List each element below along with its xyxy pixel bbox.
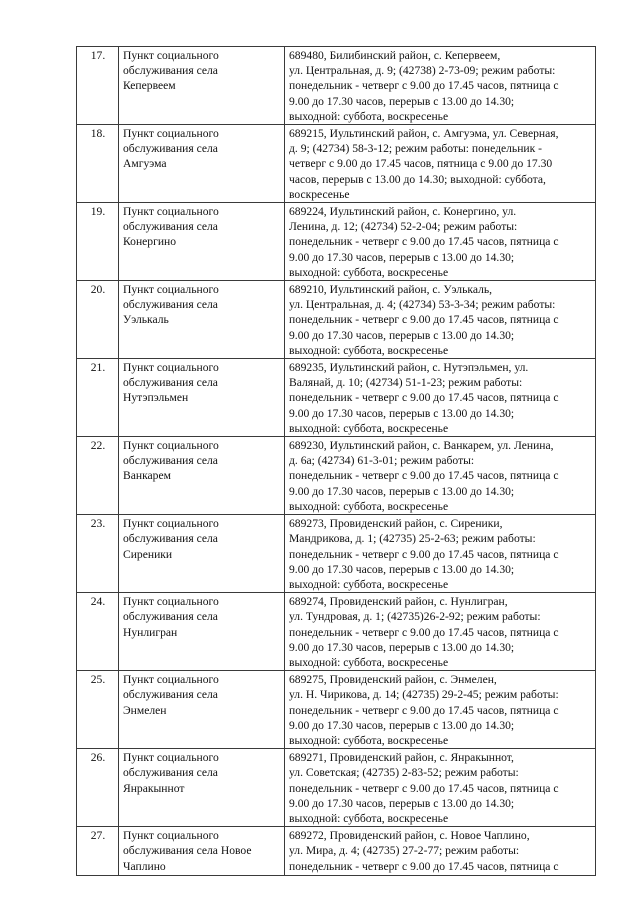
- table-row: [77, 125, 596, 203]
- address-line: понедельник - четверг с 9.00 до 17.45 часов, пятница с: [289, 235, 559, 249]
- address-line: 689210, Иультинский район, с. Уэлькаль,: [289, 283, 493, 297]
- service-point-name: [119, 515, 285, 593]
- address-line: 9.00 до 17.30 часов, перерыв с 13.00 до 14.30;: [289, 328, 515, 342]
- name-line: обслуживания села: [123, 142, 218, 156]
- address-and-hours: [285, 125, 596, 203]
- table-row: [77, 359, 596, 437]
- name-line: Сиреники: [123, 547, 173, 561]
- name-line: Кепервеем: [123, 79, 176, 93]
- address-line: понедельник - четверг с 9.00 до 17.45 часов, пятница с: [289, 469, 559, 483]
- address-and-hours: [285, 47, 596, 125]
- row-number: 18.: [77, 125, 119, 203]
- address-line: понедельник - четверг с 9.00 до 17.45 часов, пятница с: [289, 313, 559, 327]
- address-line: 9.00 до 17.30 часов, перерыв с 13.00 до 14.30;: [289, 796, 515, 810]
- address-and-hours: [285, 749, 596, 827]
- table-row: [77, 203, 596, 281]
- name-line: Ванкарем: [123, 469, 171, 483]
- address-line: ул. Мира, д. 4; (42735) 27-2-77; режим работы:: [289, 844, 520, 858]
- address-and-hours: [285, 203, 596, 281]
- address-and-hours: [285, 515, 596, 593]
- address-line: четверг с 9.00 до 17.45 часов, пятница с 9.00 до 17.30: [289, 157, 553, 171]
- address-line: 689275, Провиденский район, с. Энмелен,: [289, 673, 497, 687]
- social-service-points-table: [76, 46, 596, 876]
- name-line: Пункт социального: [123, 205, 219, 219]
- address-and-hours: [285, 359, 596, 437]
- table-row: [77, 515, 596, 593]
- name-line: обслуживания села: [123, 220, 218, 234]
- table-body: [77, 47, 596, 876]
- name-line: Янракыннот: [123, 781, 185, 795]
- name-line: Энмелен: [123, 703, 167, 717]
- row-number: 26.: [77, 749, 119, 827]
- row-number: 20.: [77, 281, 119, 359]
- address-line: д. 6а; (42734) 61-3-01; режим работы:: [289, 454, 475, 468]
- address-line: выходной: суббота, воскресенье: [289, 577, 449, 591]
- address-line: выходной: суббота, воскресенье: [289, 421, 449, 435]
- address-line: выходной: суббота, воскресенье: [289, 655, 449, 669]
- address-line: Валянай, д. 10; (42734) 51-1-23; режим работы:: [289, 376, 523, 390]
- service-point-name: [119, 749, 285, 827]
- address-line: понедельник - четверг с 9.00 до 17.45 часов, пятница с: [289, 703, 559, 717]
- name-line: Пункт социального: [123, 595, 219, 609]
- service-point-name: [119, 125, 285, 203]
- service-point-name: [119, 203, 285, 281]
- address-line: 689235, Иультинский район, с. Нутэпэльмен, ул.: [289, 361, 529, 375]
- address-line: 689271, Провиденский район, с. Янракыннот,: [289, 751, 514, 765]
- address-line: 9.00 до 17.30 часов, перерыв с 13.00 до 14.30;: [289, 406, 515, 420]
- name-line: Пункт социального: [123, 127, 219, 141]
- name-line: обслуживания села: [123, 376, 218, 390]
- name-line: Пункт социального: [123, 829, 219, 843]
- address-line: понедельник - четверг с 9.00 до 17.45 часов, пятница с: [289, 781, 559, 795]
- address-line: 689272, Провиденский район, с. Новое Чаплино,: [289, 829, 530, 843]
- row-number: 27.: [77, 827, 119, 876]
- name-line: обслуживания села Новое: [123, 844, 252, 858]
- address-line: понедельник - четверг с 9.00 до 17.45 часов, пятница с: [289, 391, 559, 405]
- name-line: Нунлигран: [123, 625, 178, 639]
- address-line: 9.00 до 17.30 часов, перерыв с 13.00 до 14.30;: [289, 718, 515, 732]
- row-number: 17.: [77, 47, 119, 125]
- row-number: 25.: [77, 671, 119, 749]
- address-line: 9.00 до 17.30 часов, перерыв с 13.00 до 14.30;: [289, 484, 515, 498]
- address-line: выходной: суббота, воскресенье: [289, 499, 449, 513]
- service-point-name: [119, 827, 285, 876]
- name-line: обслуживания села: [123, 454, 218, 468]
- name-line: обслуживания села: [123, 64, 218, 78]
- address-and-hours: [285, 281, 596, 359]
- name-line: Уэлькаль: [123, 313, 169, 327]
- table-row: [77, 671, 596, 749]
- address-line: выходной: суббота, воскресенье: [289, 811, 449, 825]
- address-line: 9.00 до 17.30 часов, перерыв с 13.00 до 14.30;: [289, 640, 515, 654]
- table-row: [77, 827, 596, 876]
- name-line: обслуживания села: [123, 766, 218, 780]
- service-point-name: [119, 437, 285, 515]
- name-line: Пункт социального: [123, 283, 219, 297]
- address-line: 9.00 до 17.30 часов, перерыв с 13.00 до 14.30;: [289, 94, 515, 108]
- address-line: ул. Тундровая, д. 1; (42735)26-2-92; режим работы:: [289, 610, 541, 624]
- address-line: часов, перерыв с 13.00 до 14.30; выходной: суббота,: [289, 172, 546, 186]
- address-line: понедельник - четверг с 9.00 до 17.45 часов, пятница с: [289, 547, 559, 561]
- row-number: 19.: [77, 203, 119, 281]
- name-line: Амгуэма: [123, 157, 167, 171]
- service-point-name: [119, 281, 285, 359]
- name-line: обслуживания села: [123, 298, 218, 312]
- address-line: выходной: суббота, воскресенье: [289, 109, 449, 123]
- address-line: 689480, Билибинский район, с. Кепервеем,: [289, 49, 501, 62]
- name-line: Конергино: [123, 235, 177, 249]
- address-and-hours: [285, 827, 596, 876]
- service-point-name: [119, 47, 285, 125]
- table-row: [77, 749, 596, 827]
- row-number: 22.: [77, 437, 119, 515]
- address-line: Ленина, д. 12; (42734) 52-2-04; режим работы:: [289, 220, 518, 234]
- address-line: 9.00 до 17.30 часов, перерыв с 13.00 до 14.30;: [289, 562, 515, 576]
- name-line: Пункт социального: [123, 517, 219, 531]
- address-line: 689215, Иультинский район, с. Амгуэма, ул. Северная,: [289, 127, 559, 141]
- address-line: ул. Центральная, д. 9; (42738) 2-73-09; режим работы:: [289, 64, 556, 78]
- name-line: Чаплино: [123, 859, 166, 873]
- address-line: д. 9; (42734) 58-3-12; режим работы: понедельник -: [289, 142, 543, 156]
- address-line: 9.00 до 17.30 часов, перерыв с 13.00 до 14.30;: [289, 250, 515, 264]
- row-number: 24.: [77, 593, 119, 671]
- address-line: выходной: суббота, воскресенье: [289, 265, 449, 279]
- address-line: понедельник - четверг с 9.00 до 17.45 часов, пятница с: [289, 79, 559, 93]
- address-and-hours: [285, 437, 596, 515]
- name-line: обслуживания села: [123, 532, 218, 546]
- address-line: 689273, Провиденский район, с. Сиреники,: [289, 517, 503, 531]
- address-line: понедельник - четверг с 9.00 до 17.45 часов, пятница с: [289, 859, 559, 873]
- service-point-name: [119, 359, 285, 437]
- address-line: понедельник - четверг с 9.00 до 17.45 часов, пятница с: [289, 625, 559, 639]
- address-line: 689224, Иультинский район, с. Конергино, ул.: [289, 205, 517, 219]
- address-line: Мандрикова, д. 1; (42735) 25-2-63; режим работы:: [289, 532, 536, 546]
- name-line: Пункт социального: [123, 361, 219, 375]
- name-line: Пункт социального: [123, 673, 219, 687]
- address-line: выходной: суббота, воскресенье: [289, 733, 449, 747]
- address-line: ул. Советская; (42735) 2-83-52; режим работы:: [289, 766, 519, 780]
- address-line: 689274, Провиденский район, с. Нунлигран,: [289, 595, 508, 609]
- name-line: Нутэпэльмен: [123, 391, 189, 405]
- address-and-hours: [285, 593, 596, 671]
- table-row: [77, 281, 596, 359]
- address-line: выходной: суббота, воскресенье: [289, 343, 449, 357]
- address-and-hours: [285, 671, 596, 749]
- name-line: Пункт социального: [123, 751, 219, 765]
- service-point-name: [119, 671, 285, 749]
- table-row: [77, 593, 596, 671]
- address-line: ул. Центральная, д. 4; (42734) 53-3-34; режим работы:: [289, 298, 556, 312]
- address-line: ул. Н. Чирикова, д. 14; (42735) 29-2-45; режим работы:: [289, 688, 559, 702]
- service-point-name: [119, 593, 285, 671]
- row-number: 23.: [77, 515, 119, 593]
- table-row: [77, 47, 596, 125]
- address-line: воскресенье: [289, 187, 350, 201]
- table-row: [77, 437, 596, 515]
- row-number: 21.: [77, 359, 119, 437]
- name-line: Пункт социального: [123, 439, 219, 453]
- name-line: обслуживания села: [123, 610, 218, 624]
- address-line: 689230, Иультинский район, с. Ванкарем, ул. Ленина,: [289, 439, 554, 453]
- name-line: обслуживания села: [123, 688, 218, 702]
- name-line: Пункт социального: [123, 49, 219, 62]
